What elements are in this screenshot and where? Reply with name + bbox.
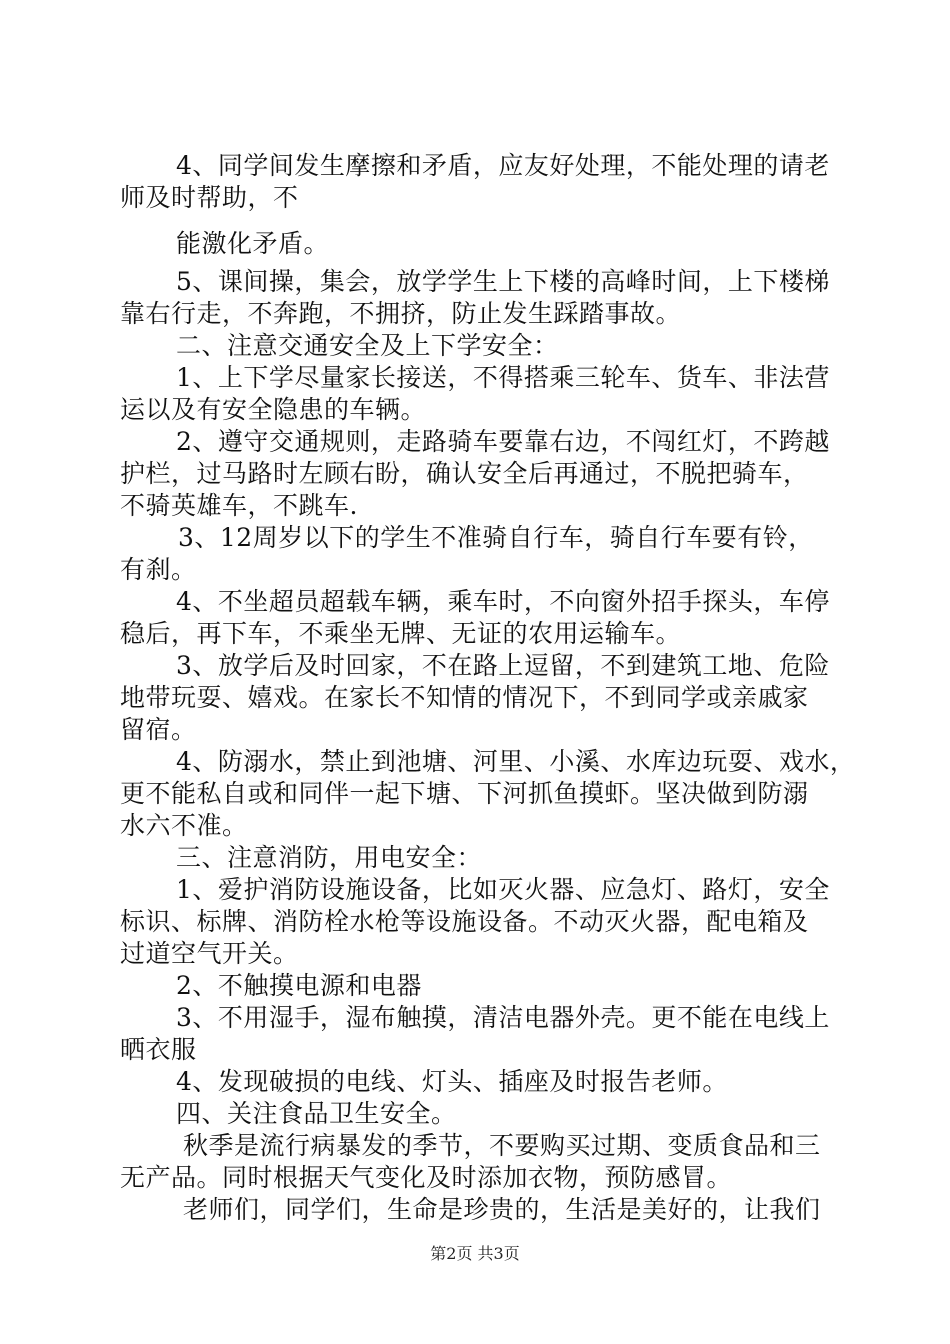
section-heading: 三、注意消防，用电安全： xyxy=(176,843,483,872)
text-line: 能激化矛盾。 xyxy=(176,229,330,258)
text-line: 4、不坐超员超载车辆，乘车时，不向窗外招手探头，车停 xyxy=(176,587,830,616)
text-line: 3、12周岁以下的学生不准骑自行车，骑自行车要有铃， xyxy=(178,523,814,552)
text-line: 标识、标牌、消防栓水枪等设施设备。不动灭火器，配电箱及 xyxy=(120,907,809,936)
text-line: 护栏，过马路时左顾右盼，确认安全后再通过，不脱把骑车， xyxy=(120,459,809,488)
text-line: 晒衣服 xyxy=(120,1035,197,1064)
text-line: 师及时帮助，不 xyxy=(120,183,299,212)
section-heading: 二、注意交通安全及上下学安全： xyxy=(176,331,559,360)
text-line: 秋季是流行病暴发的季节，不要购买过期、变质食品和三 xyxy=(183,1131,821,1160)
section-heading: 四、关注食品卫生安全。 xyxy=(176,1099,457,1128)
text-line: 无产品。同时根据天气变化及时添加衣物，预防感冒。 xyxy=(120,1163,733,1192)
text-line: 不骑英雄车，不跳车. xyxy=(120,491,358,520)
text-line: 2、不触摸电源和电器 xyxy=(176,971,422,1000)
text-line: 稳后，再下车，不乘坐无牌、无证的农用运输车。 xyxy=(120,619,682,648)
text-line: 3、不用湿手，湿布触摸，清洁电器外壳。更不能在电线上 xyxy=(176,1003,830,1032)
text-line: 1、上下学尽量家长接送，不得搭乘三轮车、货车、非法营 xyxy=(176,363,830,392)
text-line: 靠右行走，不奔跑，不拥挤，防止发生踩踏事故。 xyxy=(120,299,682,328)
text-line: 留宿。 xyxy=(120,715,197,744)
text-line: 水六不准。 xyxy=(120,811,248,840)
text-line: 5、课间操，集会，放学学生上下楼的高峰时间，上下楼梯 xyxy=(176,267,830,296)
text-line: 有刹。 xyxy=(120,555,197,584)
text-line: 1、爱护消防设施设备，比如灭火器、应急灯、路灯，安全 xyxy=(176,875,830,904)
text-line: 更不能私自或和同伴一起下塘、下河抓鱼摸虾。坚决做到防溺 xyxy=(120,779,809,808)
text-line: 3、放学后及时回家，不在路上逗留，不到建筑工地、危险 xyxy=(176,651,830,680)
text-line: 老师们，同学们，生命是珍贵的，生活是美好的，让我们 xyxy=(183,1195,821,1224)
text-line: 运以及有安全隐患的车辆。 xyxy=(120,395,427,424)
text-line: 4、同学间发生摩擦和矛盾，应友好处理，不能处理的请老 xyxy=(176,151,830,180)
text-line: 4、发现破损的电线、灯头、插座及时报告老师。 xyxy=(176,1067,728,1096)
text-line: 4、防溺水，禁止到池塘、河里、小溪、水库边玩耍、戏水， xyxy=(176,747,856,776)
page-number-footer: 第2页 共3页 xyxy=(430,1244,520,1263)
text-line: 过道空气开关。 xyxy=(120,939,299,968)
text-line: 地带玩耍、嬉戏。在家长不知情的情况下，不到同学或亲戚家 xyxy=(120,683,809,712)
text-line: 2、遵守交通规则，走路骑车要靠右边，不闯红灯，不跨越 xyxy=(176,427,830,456)
